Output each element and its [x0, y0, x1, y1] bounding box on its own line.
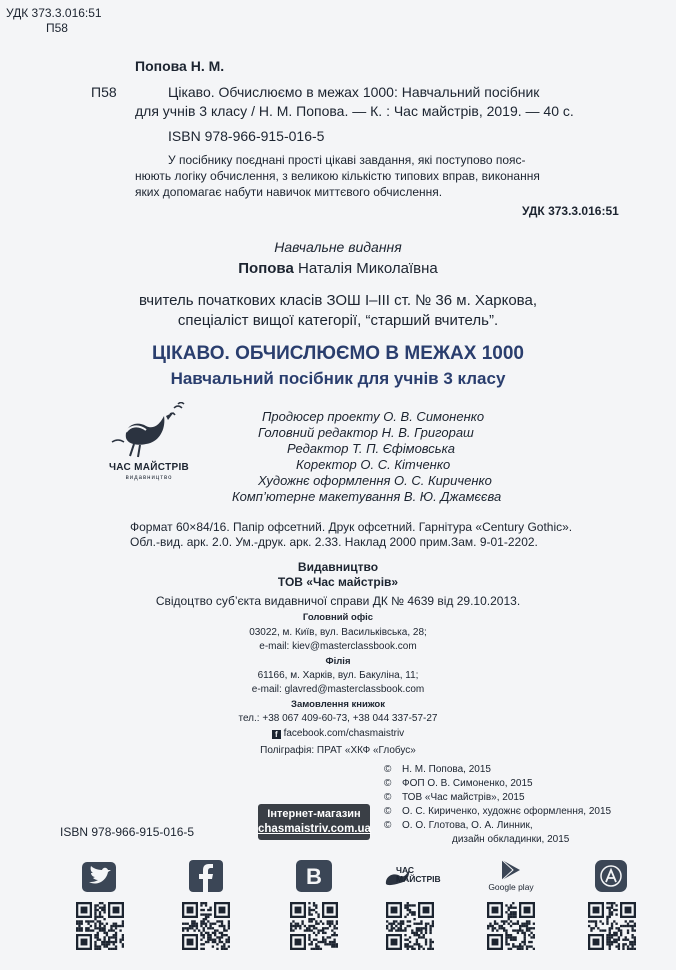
qr-pattern — [182, 902, 230, 950]
online-shop-label: Інтернет-магазин — [267, 808, 361, 820]
chas-maistriv-icon[interactable] — [382, 862, 441, 892]
qr-code-facebook[interactable] — [182, 902, 230, 950]
copyright-row: © Н. М. Попова, 2015 — [384, 764, 491, 775]
author-heading: Попова Н. М. — [135, 58, 225, 74]
qr-code-app-store[interactable] — [588, 902, 636, 950]
orders-facebook-line[interactable] — [0, 728, 676, 739]
bird-logo-icon — [104, 402, 194, 462]
abstract-line: яких допомагає набути навичок миттєвого обчислення. — [135, 185, 443, 199]
online-shop-url[interactable]: chasmaistriv.com.ua — [258, 823, 371, 835]
abstract-line: У посібнику поєднані прості цікаві завдання, які поступово пояс- — [168, 153, 526, 167]
google-play-icon[interactable] — [483, 858, 539, 896]
publisher-name: ТОВ «Час майстрів» — [277, 575, 399, 589]
qr-code-google-play[interactable] — [487, 902, 535, 950]
copyright-row: © ФОП О. В. Симоненко, 2015 — [384, 778, 533, 789]
branch-label: Філія — [325, 656, 351, 667]
qr-pattern — [487, 902, 535, 950]
online-shop-badge[interactable] — [258, 804, 370, 840]
vk-icon[interactable] — [296, 860, 332, 892]
orders-label: Замовлення книжок — [291, 699, 385, 710]
abstract-line: нюють логіку обчислення, з великою кількістю типових вправ, виконання — [135, 169, 540, 183]
printing-house: Поліграфія: ПРАТ «ХКФ «Глобус» — [260, 745, 416, 756]
chas-maistriv-logo-text: ЧАС МАЙСТРІВ — [396, 865, 441, 884]
author-full-name — [0, 260, 676, 277]
bib-line-2: для учнів 3 класу / Н. М. Попова. — К. : Час майстрів, 2019. — 40 с. — [135, 103, 574, 119]
credit-chief-editor: Головний редактор Н. В. Григораш — [258, 425, 474, 440]
credit-editor: Редактор Т. П. Єфімовська — [287, 441, 456, 456]
format-line: Обл.-вид. арк. 2.0. Ум.-друк. арк. 2.33. Наклад 2000 прим.Зам. 9-01-2202. — [130, 535, 538, 549]
publisher-label: Видавництво — [297, 560, 379, 574]
qr-pattern — [290, 902, 338, 950]
credit-producer: Продюсер проекту О. В. Симоненко — [262, 409, 485, 424]
publisher-logo — [104, 402, 194, 482]
book-subtitle: Навчальний посібник для учнів 3 класу — [170, 369, 506, 388]
credit-layout: Комп’ютерне макетування В. Ю. Джамєєва — [232, 489, 502, 504]
copyright-row: © ТОВ «Час майстрів», 2015 — [384, 792, 525, 803]
copyright-row: © О. С. Кириченко, художнє оформлення, 2015 — [384, 806, 612, 817]
orders-facebook[interactable]: facebook.com/chasmaistriv — [283, 728, 405, 739]
qr-pattern — [76, 902, 124, 950]
author-given-names: Наталія Миколаївна — [293, 260, 438, 277]
qr-pattern — [588, 902, 636, 950]
credit-proofreader: Коректор О. С. Кітченко — [296, 457, 451, 472]
author-position-line: спеціаліст вищої категорії, “старший вчитель”. — [177, 312, 499, 329]
copyright-row: © О. О. Глотова, О. А. Линник, — [384, 820, 533, 831]
qr-pattern — [386, 902, 434, 950]
book-title: ЦІКАВО. ОБЧИСЛЮЄМО В МЕЖАХ 1000 — [152, 343, 524, 364]
author-position-line: вчитель початкових класів ЗОШ І–ІІІ ст. № 36 м. Харкова, — [138, 292, 537, 309]
isbn-bottom: ISBN 978-966-915-016-5 — [60, 825, 195, 839]
publisher-logo-name: ЧАС МАЙСТРІВ — [108, 462, 190, 473]
app-store-icon[interactable] — [595, 860, 627, 892]
bib-line-1: Цікаво. Обчислюємо в межах 1000: Навчальний посібник — [168, 84, 540, 100]
credit-art-design: Художнє оформлення О. С. Кириченко — [258, 473, 492, 488]
orders-phone: тел.: +38 067 409-60-73, +38 044 337-57-27 — [238, 713, 438, 724]
classification-top: П58 — [46, 21, 68, 35]
publisher-logo-sub: видавництво — [125, 475, 173, 481]
qr-code-twitter[interactable] — [76, 902, 124, 950]
edition-type: Навчальне видання — [274, 239, 402, 255]
branch-email[interactable]: e-mail: glavred@masterclassbook.com — [251, 684, 425, 695]
author-surname: Попова — [238, 260, 294, 277]
format-line: Формат 60×84/16. Папір офсетний. Друк офсетний. Гарнітура «Century Gothic». — [130, 520, 573, 534]
twitter-icon[interactable] — [82, 862, 116, 892]
qr-code-website[interactable] — [386, 902, 434, 950]
facebook-icon[interactable] — [189, 860, 223, 892]
head-office-email[interactable]: e-mail: kiev@masterclassbook.com — [259, 641, 417, 652]
google-play-label: Google play — [488, 882, 534, 892]
branch-address: 61166, м. Харків, вул. Бакуліна, 11; — [257, 670, 419, 681]
classification-left: П58 — [91, 84, 117, 100]
copyright-row: дизайн обкладинки, 2015 — [452, 834, 570, 845]
facebook-small-icon: f — [272, 730, 281, 739]
head-office-address: 03022, м. Київ, вул. Васильківська, 28; — [249, 627, 427, 638]
udk-top: УДК 373.3.016:51 — [6, 6, 102, 20]
publisher-certificate: Свідоцтво суб’єкта видавничої справи ДК № 4639 від 29.10.2013. — [155, 594, 521, 608]
head-office-label: Головний офіс — [302, 612, 374, 623]
isbn-line: ISBN 978-966-915-016-5 — [168, 128, 325, 144]
udk-bottom: УДК 373.3.016:51 — [522, 204, 619, 218]
svg-text:B: B — [306, 864, 322, 889]
qr-code-vk[interactable] — [290, 902, 338, 950]
